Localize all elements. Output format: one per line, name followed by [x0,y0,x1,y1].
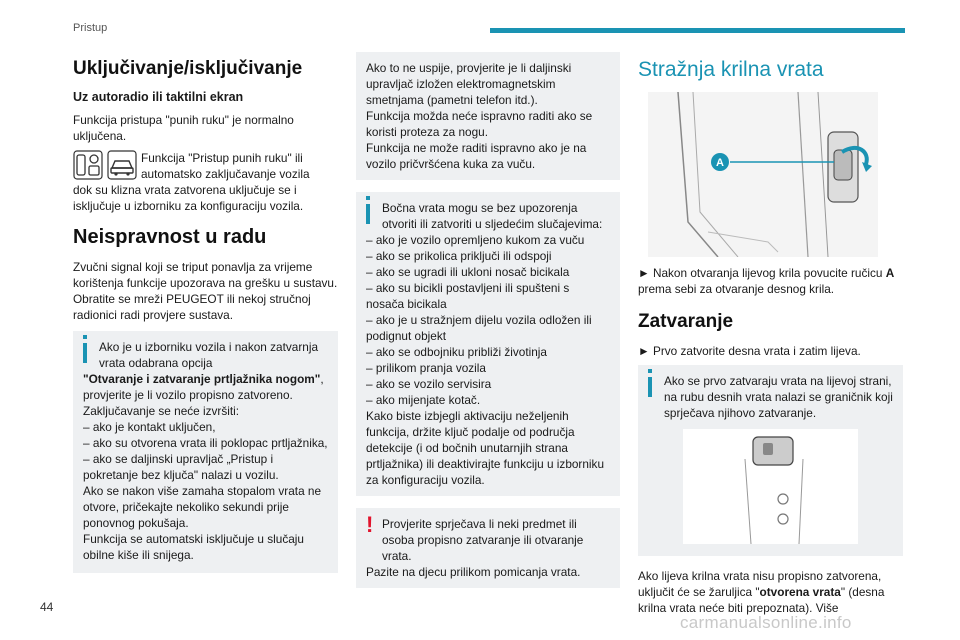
section-title-rear-doors: Stražnja krilna vrata [638,58,824,81]
paragraph: Zvučni signal koji se triput ponavlja za vrijeme korištenja funkcije upozorava na grešku u sustavu. [73,260,338,290]
info-box: Ako se prvo zatvaraju vrata na lijevoj strani, na rubu desnih vrata nalazi se graničnik koji sprječava njihovo zatvaranje. [638,365,903,556]
info-icon [366,196,370,200]
info-box: Ako je u izborniku vozila i nakon zatvarnja vrata odabrana opcija "Otvaranje i zatvaranje prtljažnika nogom", provjerite je li vozilo propisno zatvoreno. Zaključavanje se neće izvršiti: – ako je kontakt uključen, – ako su otvorena vrata ili poklopac prtljažnika, – ako se daljinski upravljač „Pristup i pokretanje bez ključa" nalazi u vozilu. Ako se nakon više zamaha stopalom vrata ne otvore, pričekajte nekoliko sekundi prije ponovnog pokušaja. Funkcija se automatski isključuje u slučaju obilne kiše ili snijega. [73,331,338,573]
header-accent-bar [490,28,905,33]
column-2 [356,52,620,600]
paragraph: Funkcija "Pristup punih ruku" ili automatsko zaključavanje vozila [141,151,310,181]
instruction-step: ► Nakon otvaranja lijevog krila povucite ručicu A prema sebi za otvaranje desnog krila. [638,266,895,296]
warning-icon: ! [366,512,374,537]
info-icon [648,369,652,373]
list-item: – ako se prikolica priključi ili odspoji [366,249,552,263]
paragraph: dok su klizna vrata zatvorena uključuje se i isključuje u izborniku za konfiguraciju vozila. [73,183,304,213]
list-item: – ako se daljinski upravljač „Pristup i pokretanje bez ključa" nalazi u vozilu. [83,452,279,482]
list-item: – ako su bicikli postavljeni ili spušteni s nosača bicikala [366,281,570,311]
info-text: Ako je u izborniku vozila i nakon zatvarnja vrata odabrana opcija [99,340,319,370]
icon-paragraph [73,150,338,182]
section-title-toggle: Uključivanje/isključivanje [73,58,303,79]
list-item: – ako je u stražnjem dijelu vozila odložen ili podignut objekt [366,313,592,343]
column-1 [73,54,338,585]
column-3 [638,54,903,616]
section-title-malfunction: Neispravnost u radu [73,226,267,248]
paragraph: Funkcija pristupa "punih ruku" je normalno uključena. [73,113,294,143]
door-stop-illustration [683,429,858,544]
list-item: – ako je kontakt uključen, [83,420,216,434]
info-icon [83,335,87,339]
page-number: 44 [40,600,54,614]
section-header: Pristup [73,22,108,34]
paragraph: Ako lijeva krilna vrata nisu propisno zatvorena, uključit će se žaruljica "otvorena vrata" (desna krilna vrata neće biti prepoznata). Više [638,569,885,615]
remote-key-icon [73,150,103,180]
instruction-step: ► Prvo zatvorite desna vrata i zatim lijeva. [638,344,861,358]
figure-callout-label: A [716,157,724,169]
rear-door-handle-illustration [648,92,878,257]
list-item: – ako mijenjate kotač. [366,393,481,407]
option-name: "Otvaranje i zatvaranje prtljažnika nogom" [83,372,321,386]
list-item: – ako je vozilo opremljeno kukom za vuču [366,233,585,247]
section-title-closing: Zatvaranje [638,311,734,332]
list-item: – ako su otvorena vrata ili poklopac prtljažnika, [83,436,328,450]
list-item: – ako se odbojniku približi životinja [366,345,547,359]
car-icon [107,150,137,180]
info-box: Bočna vrata mogu se bez upozorenja otvoriti ili zatvoriti u sljedećim slučajevima: – ako je vozilo opremljeno kukom za vuču – ako se prikolica priključi ili odspoji – ako se ugradi ili ukloni nosač bicikala – ako su bicikli postavljeni ili spušteni s nosača bicikala – ako je u stražnjem dijelu vozila odložen ili podignut objekt – ako se odbojniku približi životinja – prilikom pranja vozila – ako se vozilo servisira – ako mijenjate kotač. Kako biste izbjegli aktivaciju neželjenih funkcija, držite ključ podalje od područja detekcije (i od bočnih unutarnjih strana prtljažnika) ili deaktivirajte funkciju u izborniku za konfiguraciju vozila. [356,192,620,496]
note-box: Ako to ne uspije, provjerite je li daljinski upravljač izložen elektromagnetskim smetnjama (pametni telefon itd.). Funkcija možda neće ispravno raditi ako se koristi proteza za nogu. Funkcija ne može raditi ispravno ako je na vozilo pričvršćena kuka za vuču. [356,52,620,180]
list-item: – ako se vozilo servisira [366,377,492,391]
list-item: – ako se ugradi ili ukloni nosač bicikala [366,265,570,279]
watermark: carmanualsonline.info [680,613,852,632]
list-item: – prilikom pranja vozila [366,361,486,375]
subsection-title: Uz autoradio ili taktilni ekran [73,90,244,104]
warning-box: ! Provjerite sprječava li neki predmet ili osoba propisno zatvaranje ili otvaranje vrata. Pazite na djecu prilikom pomicanja vrata. [356,508,620,588]
paragraph: Obratite se mreži PEUGEOT ili nekoj stručnoj radionici radi provjere sustava. [73,292,311,322]
